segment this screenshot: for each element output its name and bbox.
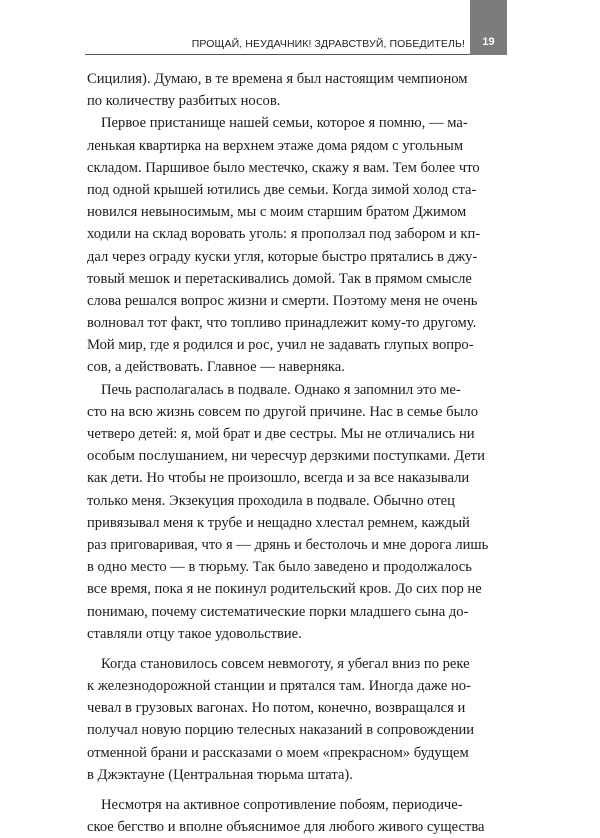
paragraph xyxy=(87,68,510,112)
text-line: сов, а действовать. Главное — наверняка. xyxy=(87,359,345,376)
text-line: ленькая квартирка на верхнем этаже дома рядом с угольным xyxy=(87,137,464,154)
text-line: ставляли отцу такое удовольствие. xyxy=(87,625,302,642)
text-line: Печь располагалась в подвале. Однако я запомнил это ме- xyxy=(101,381,461,398)
paragraph xyxy=(87,653,510,786)
text-line: волновал тот факт, что топливо принадлежит кому-то другому. xyxy=(87,315,477,332)
text-line: Первое пристанище нашей семьи, которое я помню, — ма- xyxy=(101,115,468,132)
text-line: четверо детей: я, мой брат и две сестры. Мы не отличались ни xyxy=(87,426,475,442)
paragraph xyxy=(87,794,510,838)
text-line: под одной крышей ютились две семьи. Когда зимой холод ста- xyxy=(87,181,477,198)
text-line: складом. Паршивое было местечко, скажу я вам. Тем более что xyxy=(87,159,480,176)
text-line: чевал в грузовых вагонах. Но потом, конечно, возвращался и xyxy=(87,700,466,717)
text-line: только меня. Экзекуция проходила в подвале. Обычно отец xyxy=(87,492,455,509)
page-number-tab xyxy=(470,0,507,55)
text-line: товый мешок и перетаскивались домой. Так в прямом смысле xyxy=(87,270,472,287)
text-line: слова решался вопрос жизни и смерти. Поэтому меня не очень xyxy=(87,292,478,309)
running-header-title: ПРОЩАЙ, НЕУДАЧНИК! ЗДРАВСТВУЙ, ПОБЕДИТЕЛЬ! xyxy=(191,38,465,50)
text-line: ходили на склад воровать уголь: я проползал под забором и кп- xyxy=(87,226,481,243)
text-line: привязывал меня к трубе и нещадно хлестал ремнем, каждый xyxy=(87,514,470,531)
text-line: по количеству разбитых носов. xyxy=(87,93,281,110)
text-line: дал через ограду куски угля, которые быстро прятались в джу- xyxy=(87,248,478,265)
text-line: сто на всю жизнь совсем по другой причине. Нас в семье было xyxy=(87,403,478,420)
text-line: понимаю, почему систематические порки младшего сына до- xyxy=(87,603,469,620)
paragraph xyxy=(87,112,510,378)
running-header xyxy=(85,30,507,55)
text-line: Мой мир, где я родился и рос, учил не задавать глупых вопро- xyxy=(87,337,474,354)
text-line: Сицилия). Думаю, в те времена я был настоящим чемпионом xyxy=(87,71,468,87)
body-text xyxy=(87,68,510,838)
text-line: в Джэктауне (Центральная тюрьма штата). xyxy=(87,766,353,783)
text-line: к железнодорожной станции и прятался там. Иногда даже но- xyxy=(87,678,471,695)
text-line: отменной брани и рассказами о моем «прекрасном» будущем xyxy=(87,744,469,761)
paragraph xyxy=(87,379,510,645)
text-line: в одно место — в тюрьму. Так было заведено и продолжалось xyxy=(87,559,472,576)
text-line: ское бегство и вполне объяснимое для любого живого существа xyxy=(87,819,485,836)
text-line: получал новую порцию телесных наказаний в сопровождении xyxy=(87,722,475,739)
text-line: раз приговаривая, что я — дрянь и бестолочь и мне дорога лишь xyxy=(87,536,489,553)
page-number: 19 xyxy=(482,36,495,48)
text-line: новился невыносимым, мы с моим старшим братом Джимом xyxy=(87,204,467,221)
text-line: Несмотря на активное сопротивление побоям, периодиче- xyxy=(101,797,463,813)
text-line: Когда становилось совсем невмоготу, я убегал вниз по реке xyxy=(101,655,470,672)
text-line: все время, пока я не покинул родительский кров. До сих пор не xyxy=(87,581,482,598)
text-line: особым послушанием, ни чересчур дерзкими поступками. Дети xyxy=(87,448,485,465)
text-line: как дети. Но чтобы не произошло, всегда и за все наказывали xyxy=(87,470,470,487)
